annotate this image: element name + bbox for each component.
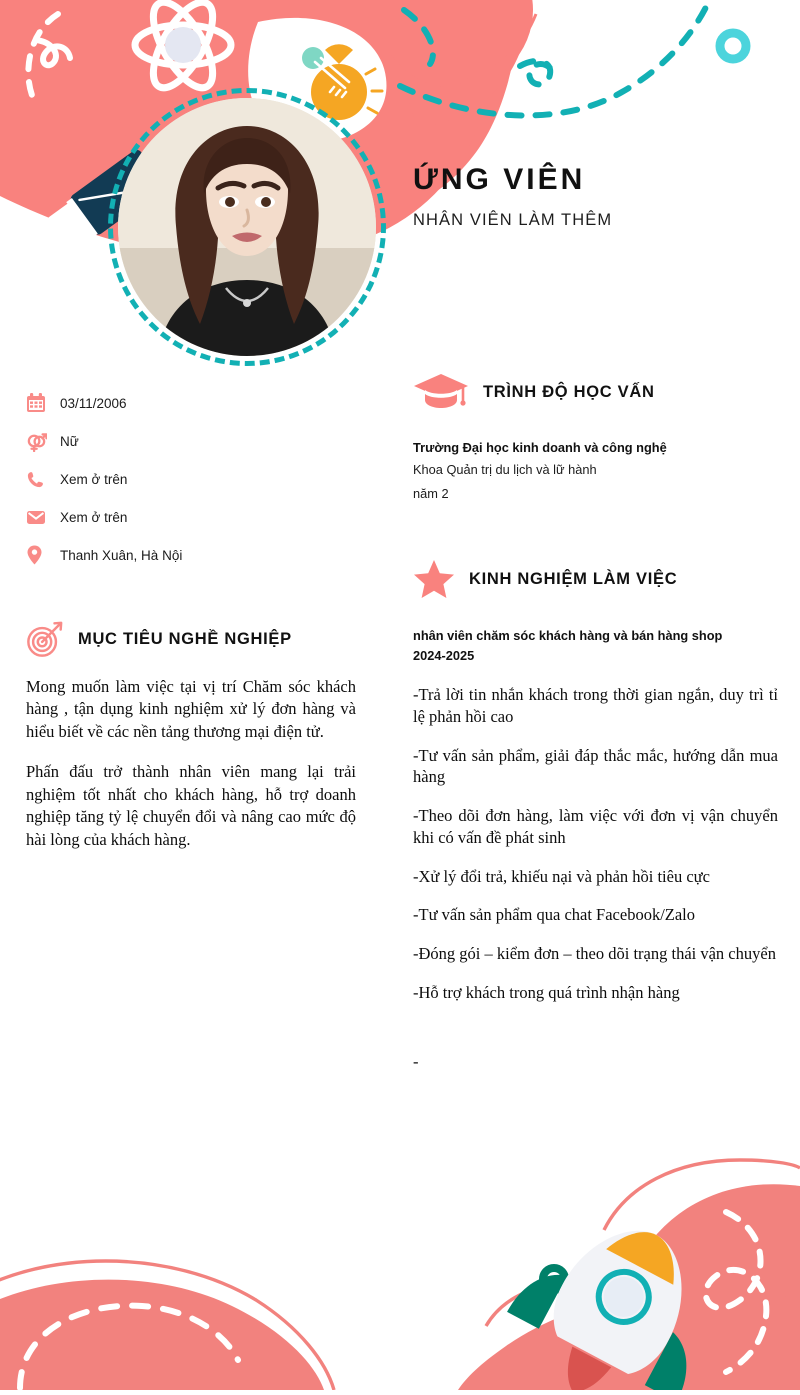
page-subtitle: NHÂN VIÊN LÀM THÊM	[413, 211, 613, 229]
school-name: Trường Đại học kinh doanh và công nghệ	[413, 440, 667, 455]
target-icon	[26, 620, 64, 658]
section-header-objective	[26, 620, 356, 658]
bullet-item: -Tư vấn sản phẩm, giải đáp thắc mắc, hướng dẫn mua hàng	[413, 745, 778, 787]
bullet-item: -Đóng gói – kiểm đơn – theo dõi trạng thái vận chuyển	[413, 944, 776, 964]
page-title: ỨNG VIÊN	[413, 163, 586, 196]
study-year: năm 2	[413, 486, 449, 502]
phone-icon	[26, 470, 60, 489]
section-title: KINH NGHIỆM LÀM VIỆC	[469, 569, 678, 588]
contact-value: Xem ở trên	[60, 471, 128, 487]
right-column	[413, 372, 778, 1072]
section-title: MỤC TIÊU NGHỀ NGHIỆP	[78, 629, 292, 648]
contact-row-phone	[26, 460, 356, 498]
bullet-item: -Theo dõi đơn hàng, làm việc với đơn vị vận chuyển khi có vấn đề phát sinh	[413, 806, 778, 847]
education-entry	[413, 438, 778, 506]
trailing-dash: -	[413, 1051, 419, 1071]
contact-value: Xem ở trên	[60, 509, 128, 525]
bullet-item: -Hỗ trợ khách trong quá trình nhận hàng	[413, 983, 680, 1002]
faculty-name: Khoa Quản trị du lịch và lữ hành	[413, 461, 597, 477]
contact-row-birthdate	[26, 384, 356, 422]
section-header-experience	[413, 558, 778, 600]
contact-row-email	[26, 498, 356, 536]
contact-value: Thanh Xuân, Hà Nội	[60, 547, 183, 563]
star-icon	[413, 558, 455, 600]
bullet-item: -Trả lời tin nhắn khách trong thời gian ngắn, duy trì tỉ lệ phản hồi cao	[413, 685, 778, 726]
bullet-item: -Tư vấn sản phẩm qua chat Facebook/Zalo	[413, 905, 696, 925]
section-header-education	[413, 372, 778, 412]
contact-row-location	[26, 536, 356, 574]
contact-value: Nữ	[60, 433, 79, 449]
job-period: 2024-2025	[413, 648, 475, 664]
calendar-icon	[26, 393, 60, 413]
contact-row-gender	[26, 422, 356, 460]
experience-entry	[413, 626, 778, 666]
gender-icon	[26, 431, 60, 452]
objective-paragraph: Mong muốn làm việc tại vị trí Chăm sóc khách hàng , tận dụng kinh nghiệm xử lý đơn hàng và hiểu biết về các nền tảng thương mại điện tử.	[26, 677, 356, 741]
contact-value: 03/11/2006	[60, 395, 127, 411]
graduation-cap-icon	[413, 372, 469, 412]
objective-paragraph: Phấn đấu trở thành nhân viên mang lại trải nghiệm tốt nhất cho khách hàng, hỗ trợ doanh nghiệp tăng tỷ lệ chuyển đổi và nâng cao mức độ hài lòng của khách hàng.	[26, 762, 356, 849]
job-title: nhân viên chăm sóc khách hàng và bán hàng shop	[413, 628, 723, 644]
experience-bullets	[413, 684, 778, 1072]
email-icon	[26, 507, 60, 527]
contact-list	[26, 384, 356, 574]
name-block	[413, 163, 612, 230]
avatar-dashed-ring	[108, 88, 386, 366]
location-icon	[26, 545, 60, 565]
left-column	[26, 380, 356, 851]
bullet-item: -Xử lý đổi trả, khiếu nại và phản hồi tiêu cực	[413, 866, 710, 886]
section-title: TRÌNH ĐỘ HỌC VẤN	[483, 382, 655, 401]
